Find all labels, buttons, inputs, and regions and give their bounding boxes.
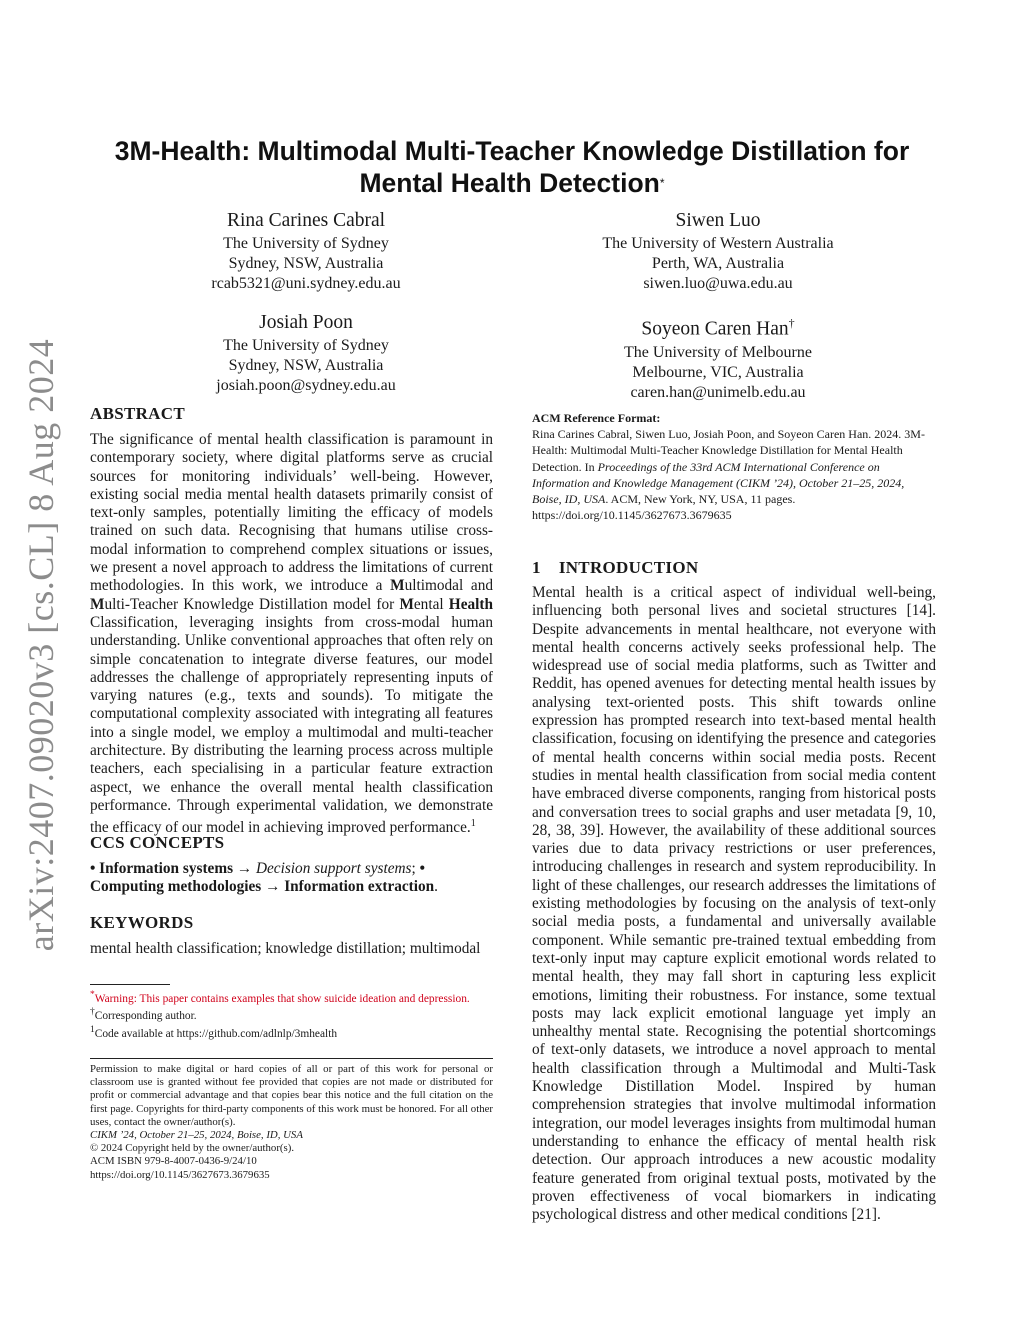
arxiv-stamp-text: arXiv:2407.09020v3 [cs.CL] 8 Aug 2024 [21,338,62,952]
author-name: Rina Carines Cabral [226,210,386,231]
permission-text: Permission to make digital or hard copies of all or part of this work for personal or classroom use is granted without fee provided that copies are not made or distributed for profit or commercial advantage and that copies bear this notice and the full citation on the first page. Copyrights for third-party components of this work must be honored. For all other uses, contact the owner/author(s). [90,1063,493,1128]
abstract-footnote-mark: 1 [470,818,476,830]
author-location: Sydney, NSW, Australia [228,255,384,272]
copyright-line: © 2024 Copyright held by the owner/author(s). [90,1142,295,1155]
author-name: Soyeon Caren Han† [641,316,795,340]
author-email[interactable]: josiah.poon@sydney.edu.au [216,377,396,394]
author-email[interactable]: rcab5321@uni.sydney.edu.au [211,275,401,292]
introduction-heading: 1 INTRODUCTION [532,558,699,577]
isbn-line: ACM ISBN 979-8-4007-0436-9/24/10 [90,1155,257,1168]
keywords-text: mental health classification; knowledge distillation; multimodal [90,940,481,957]
paper-title [70,135,954,199]
footnote-code: $^1$Code available at https://github.com/adlnlp/3mhealth [90,1024,338,1040]
ccs-concepts-text: • Information systems → Decision support systems; • Computing methodologies → Information extraction. [90,860,438,896]
author-affiliation: The University of Sydney [223,337,389,354]
author-name: Siwen Luo [675,210,761,231]
permission-block [90,1063,493,1182]
title-line-2: Mental Health Detection* [359,168,665,198]
author-location: Melbourne, VIC, Australia [632,363,804,381]
author-affiliation: The University of Melbourne [624,343,812,361]
author-affiliation: The University of Western Australia [602,235,834,252]
permission-rule [90,1058,493,1059]
title-line-1: 3M-Health: Multimodal Multi-Teacher Knowledge Distillation for [114,136,910,166]
author-block-4 [538,310,898,403]
doi-link[interactable]: https://doi.org/10.1145/3627673.3679635 [90,1168,270,1181]
abstract-heading: ABSTRACT [90,404,185,423]
acm-reference [532,410,936,523]
introduction-text: Mental health is a critical aspect of individual well-being, influencing both personal lives and societal structures [14]. Despite advancements in mental healthcare, not everyone with mental health concerns actively seeks professional help. The widespread use of social media platforms, such as Twitter and Reddit, has opened avenues for detecting mental health issues by analysing text-oriented posts. This shift towards online expression has prompted research into text-based mental health classification, focusing on identifying the presence and categories of mental health concerns within social media posts. Recent studies in mental health classification from social media content have embraced diverse components, ranging from historical posts and conversation trees to social graphs and user metadata [9, 10, 28, 38, 39]. However, the availability of these additional sources varies due to data privacy restrictions or user preferences, introducing challenges in research and system reproducibility. In light of these challenges, our research addresses the limitations of existing methodologies by focusing on the analysis of text-only social media posts, a fundamental and universally available component. While semantic pre-trained textual embedding from text-only input may capture explicit emotional words related to mental health, they may fall short in capturing less explicit emotions, limiting their robustness. For instance, some textual posts may lack explicit emotional language yet imply an unhealthy mental state. Recognising the potential shortcomings of text-only datasets, we introduce a novel approach to mental health classification through a Multimodal and Multi-Task Knowledge Distillation Model. Inspired by human comprehension strategies that involve multimodal information integration, our model leverages insights from multimodal human understanding to enhance the efficacy of mental health risk detection. Our approach introduces a new acoustic modality feature generated from original textual posts, motivated by the proven effectiveness of vocal biomarkers in indicating psychological distress and other medical conditions [21]. [532,584,936,1224]
author-block-3 [126,310,486,396]
footnote-rule [90,984,170,985]
ccs-concepts-heading: CCS CONCEPTS [90,833,225,852]
conference-venue: CIKM ’24, October 21–25, 2024, Boise, ID, USA [90,1129,303,1142]
footnote-corresponding: †Corresponding author. [90,1007,197,1023]
author-affiliation: The University of Sydney [223,235,389,252]
author-location: Sydney, NSW, Australia [228,357,384,374]
abstract-text: The significance of mental health classification is paramount in contemporary society, where digital platforms serve as crucial sources for monitoring individuals’ well-being. However, existing social media mental health datasets primarily consist of text-only samples, potentially limiting the efficacy of models trained on such data. Recognising that humans utilise cross-modal information to comprehend complex situations or issues, we present a novel approach to address the limitations of current methodologies. In this work, we introduce a Multimodal and Multi-Teacher Knowledge Distillation model for Mental Health Classification, leveraging insights from cross-modal human understanding. Unlike conventional approaches that often rely on simple concatenation to integrate diverse features, our model addresses the challenge of appropriately representing inputs of varying natures (e.g., texts and sounds). To mitigate the computational complexity associated with integrating all features into a single model, we employ a multimodal and multi-teacher architecture. By distributing the learning process across multiple teachers, each specialising in a particular feature extraction aspect, we enhance the overall mental health classification performance. Through experimental validation, we demonstrate the efficacy of our model in achieving improved performance.$^1$ [90,431,493,837]
footnotes [90,989,500,1041]
acm-reference-heading: ACM Reference Format: [532,411,661,425]
author-location: Perth, WA, Australia [651,255,785,272]
author-email[interactable]: caren.han@unimelb.edu.au [630,383,806,401]
author-block-2 [538,208,898,294]
corresponding-author-mark: † [788,316,795,330]
author-name: Josiah Poon [259,312,353,333]
keywords-heading: KEYWORDS [90,913,194,932]
acm-reference-text: Rina Carines Cabral, Siwen Luo, Josiah Poon, and Soyeon Caren Han. 2024. 3M-Health: Multimodal Multi-Teacher Knowledge Distillation for Mental Health Detection. In Proceedings of the 33rd ACM International Conference on Information and Knowledge Management (CIKM ’24), October 21–25, 2024, Boise, ID, USA. ACM, New York, NY, USA, 11 pages. https://doi.org/10.1145/3627673.3679635 [532,427,925,523]
author-block-1 [126,208,486,294]
author-email[interactable]: siwen.luo@uwa.edu.au [643,275,793,292]
arxiv-identifier-stamp [6,338,76,952]
title-footnote-mark: * [659,176,665,190]
footnote-warning: *Warning: This paper contains examples that show suicide ideation and depression. [90,990,470,1005]
